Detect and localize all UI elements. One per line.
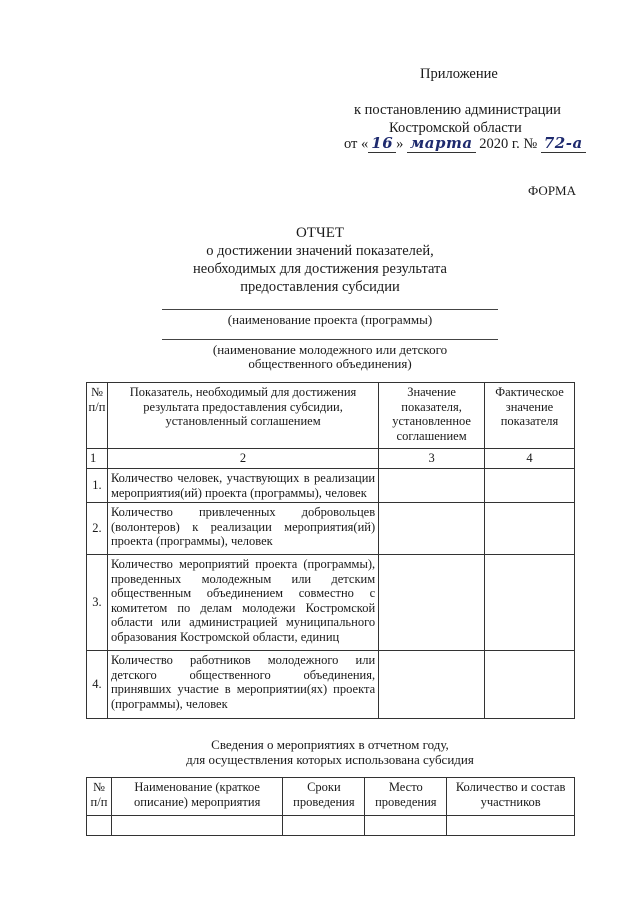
table-row	[87, 469, 575, 503]
date-year: 2020 г. №	[475, 136, 541, 152]
events-heading-2: для осуществления которых использована субсидия	[186, 752, 474, 767]
header-indicator: Показатель, необходимый для достижения результата предоставления субсидии, установленный соглашением	[107, 383, 378, 449]
events-empty-row	[87, 816, 575, 836]
row-actual-cell[interactable]	[485, 503, 575, 555]
indicators-table	[86, 382, 575, 719]
row-num: 3.	[87, 555, 108, 651]
row-actual-cell[interactable]	[485, 469, 575, 503]
row-planned-cell[interactable]	[379, 651, 485, 719]
events-header-dates: Сроки проведения	[283, 778, 365, 816]
events-header-num: № п/п	[87, 778, 112, 816]
report-subtitle-3: предоставления субсидии	[240, 279, 400, 295]
column-number-row	[87, 449, 575, 469]
col-number: 1	[87, 449, 108, 469]
events-cell[interactable]	[283, 816, 365, 836]
row-num: 4.	[87, 651, 108, 719]
events-table	[86, 777, 575, 836]
decree-line-1: к постановлению администрации	[354, 102, 561, 118]
events-header-name: Наименование (краткое описание) мероприятия	[111, 778, 283, 816]
row-indicator: Количество работников молодежного или детского общественного объединения, принявших участие в мероприятии(ях) проекта (программы), человек	[107, 651, 378, 719]
col-number: 3	[379, 449, 485, 469]
date-prefix: от «	[344, 136, 369, 152]
table-row	[87, 651, 575, 719]
row-actual-cell[interactable]	[485, 555, 575, 651]
org-name-caption-1: (наименование молодежного или детского	[212, 342, 448, 357]
project-name-caption: (наименование проекта (программы)	[227, 312, 433, 327]
appendix-label: Приложение	[420, 66, 498, 82]
decree-date-line	[344, 136, 586, 153]
form-label: ФОРМА	[528, 183, 576, 198]
header-planned-value: Значение показателя, установленное соглашением	[379, 383, 485, 449]
project-name-line	[162, 309, 498, 310]
row-indicator: Количество привлеченных добровольцев (волонтеров) к реализации мероприятия(ий) проекта (программы), человек	[107, 503, 378, 555]
header-num: № п/п	[87, 383, 108, 449]
col-number: 4	[485, 449, 575, 469]
report-title: ОТЧЕТ	[295, 225, 345, 241]
date-mid: »	[396, 136, 408, 152]
header-actual-value: Фактическое значение показателя	[485, 383, 575, 449]
events-cell[interactable]	[365, 816, 447, 836]
events-cell[interactable]	[447, 816, 575, 836]
row-planned-cell[interactable]	[379, 555, 485, 651]
row-num: 1.	[87, 469, 108, 503]
decree-line-2: Костромской области	[389, 120, 522, 136]
row-planned-cell[interactable]	[379, 503, 485, 555]
events-cell[interactable]	[111, 816, 283, 836]
row-indicator: Количество человек, участвующих в реализации мероприятия(ий) проекта (программы), человек	[107, 469, 378, 503]
indicators-header-row	[87, 383, 575, 449]
handwritten-day: 16	[368, 136, 396, 153]
col-number: 2	[107, 449, 378, 469]
row-num: 2.	[87, 503, 108, 555]
events-header-row	[87, 778, 575, 816]
report-subtitle-2: необходимых для достижения результата	[193, 261, 447, 277]
events-header-place: Место проведения	[365, 778, 447, 816]
handwritten-month: марта	[407, 136, 476, 153]
org-name-caption-2: общественного объединения)	[248, 356, 412, 371]
org-name-line	[162, 339, 498, 340]
table-row	[87, 555, 575, 651]
handwritten-number: 72-а	[541, 136, 586, 153]
events-heading-1: Сведения о мероприятиях в отчетном году,	[211, 737, 449, 752]
events-header-participants: Количество и состав участников	[447, 778, 575, 816]
table-row	[87, 503, 575, 555]
report-subtitle-1: о достижении значений показателей,	[206, 243, 434, 259]
row-planned-cell[interactable]	[379, 469, 485, 503]
row-indicator: Количество мероприятий проекта (программы), проведенных молодежным или детским общественным объединением совместно с комитетом по делам молодежи Костромской области или администрацией муниципального образования Костромской области, единиц	[107, 555, 378, 651]
row-actual-cell[interactable]	[485, 651, 575, 719]
events-cell[interactable]	[87, 816, 112, 836]
